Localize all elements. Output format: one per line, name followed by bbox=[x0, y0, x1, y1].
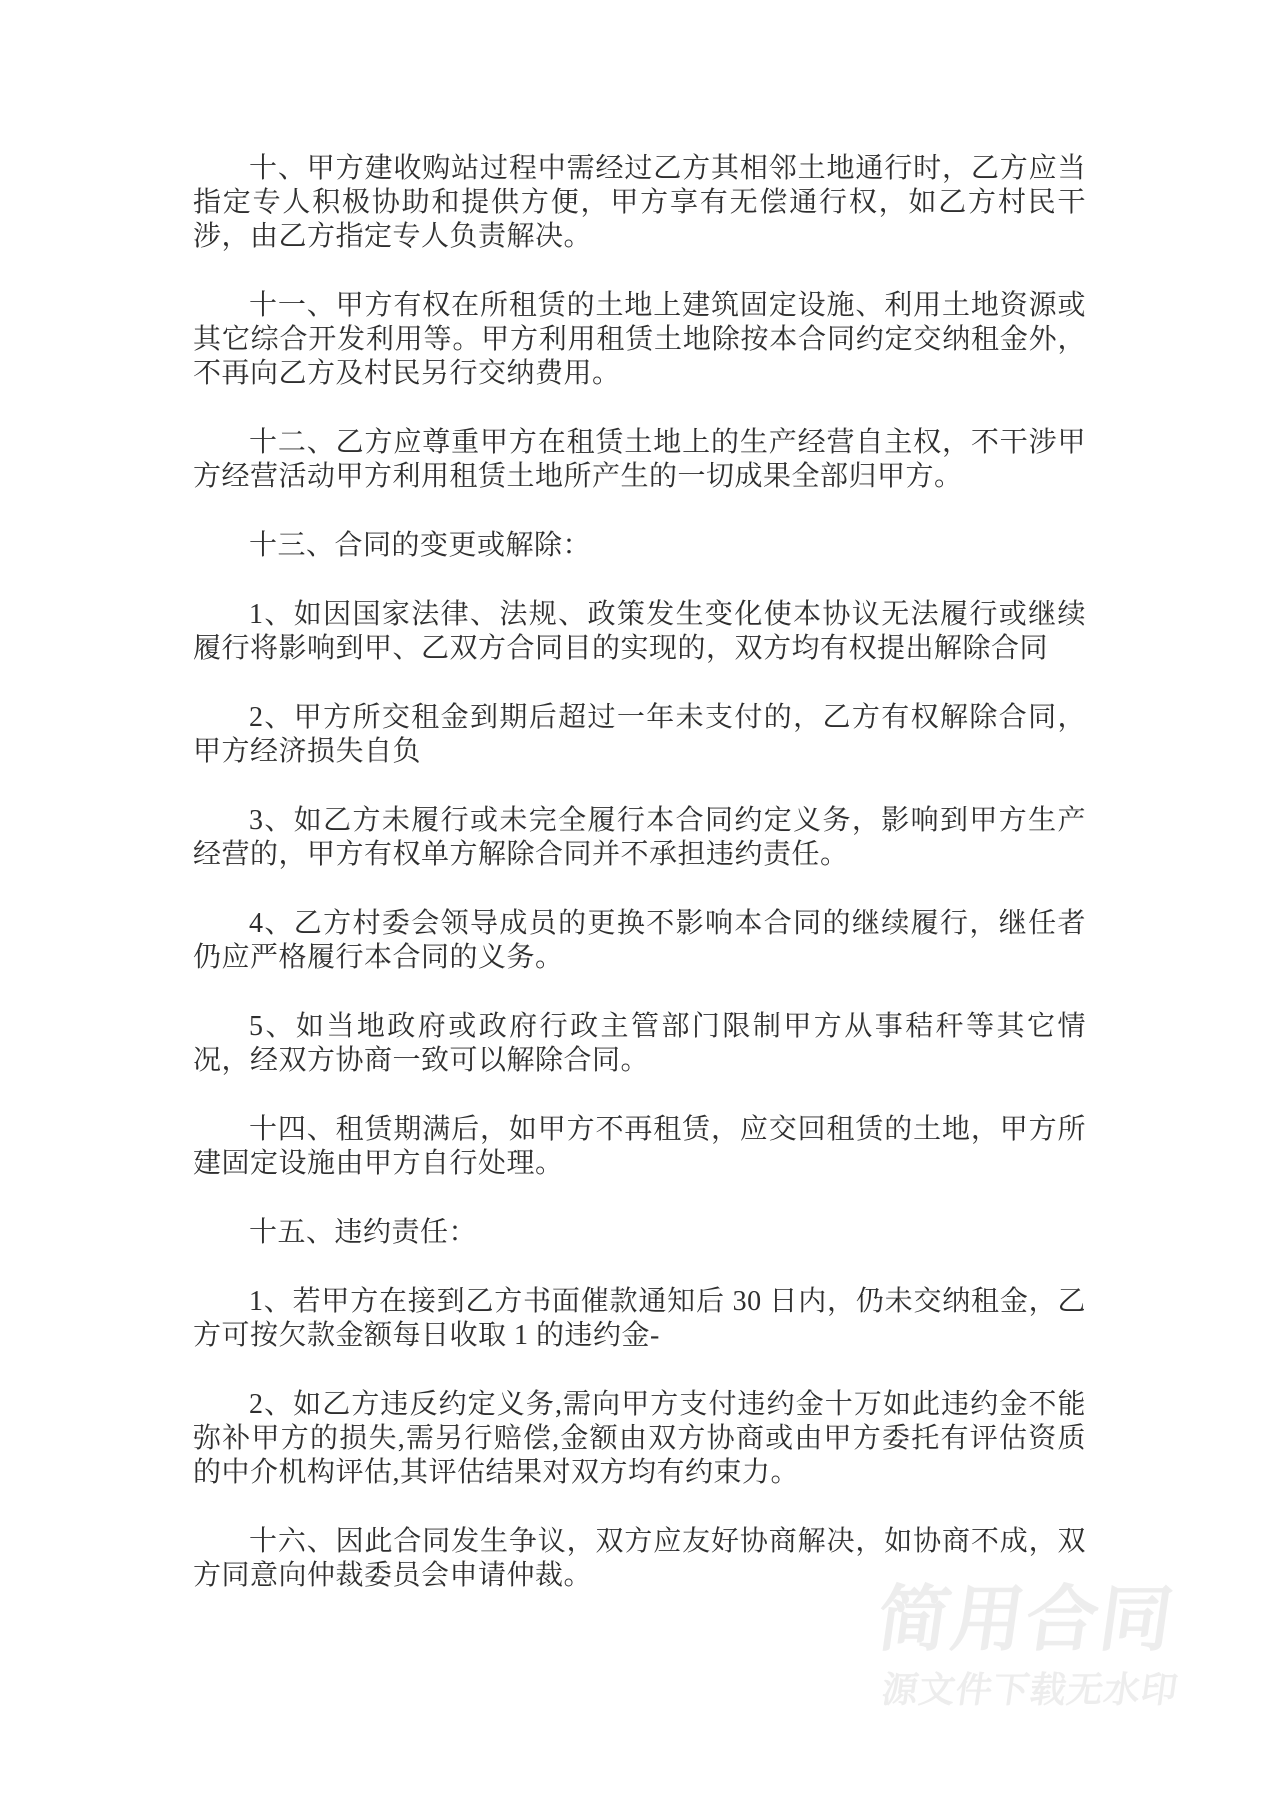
contract-paragraph: 3、如乙方未履行或未完全履行本合同约定义务，影响到甲方生产经营的，甲方有权单方解除合同并不承担违约责任。 bbox=[193, 805, 1086, 870]
contract-paragraph: 4、乙方村委会领导成员的更换不影响本合同的继续履行，继任者仍应严格履行本合同的义务。 bbox=[193, 908, 1086, 973]
contract-paragraph: 十六、因此合同发生争议，双方应友好协商解决，如协商不成，双方同意向仲裁委员会申请仲裁。 bbox=[193, 1526, 1086, 1591]
contract-paragraph: 十一、甲方有权在所租赁的土地上建筑固定设施、利用土地资源或其它综合开发利用等。甲方利用租赁土地除按本合同约定交纳租金外，不再向乙方及村民另行交纳费用。 bbox=[193, 290, 1086, 389]
contract-paragraph: 十五、违约责任： bbox=[249, 1217, 478, 1248]
contract-paragraph: 十、甲方建收购站过程中需经过乙方其相邻土地通行时，乙方应当指定专人积极协助和提供方便，甲方享有无偿通行权，如乙方村民干涉，由乙方指定专人负责解决。 bbox=[193, 153, 1086, 252]
watermark-title: 简用合同 bbox=[872, 1580, 1180, 1660]
contract-body bbox=[193, 152, 1086, 1628]
contract-paragraph: 十二、乙方应尊重甲方在租赁土地上的生产经营自主权，不干涉甲方经营活动甲方利用租赁土地所产生的一切成果全部归甲方。 bbox=[193, 427, 1086, 492]
contract-paragraph: 十四、租赁期满后，如甲方不再租赁，应交回租赁的土地，甲方所建固定设施由甲方自行处理。 bbox=[193, 1114, 1086, 1179]
contract-paragraph: 2、如乙方违反约定义务,需向甲方支付违约金十万如此违约金不能弥补甲方的损失,需另行赔偿,金额由双方协商或由甲方委托有评估资质的中介机构评估,其评估结果对双方均有约束力。 bbox=[193, 1389, 1086, 1488]
watermark-subtitle: 源文件下载无水印 bbox=[879, 1669, 1181, 1710]
contract-paragraph: 5、如当地政府或政府行政主管部门限制甲方从事秸秆等其它情况，经双方协商一致可以解除合同。 bbox=[193, 1011, 1086, 1076]
contract-paragraph: 1、若甲方在接到乙方书面催款通知后 30 日内，仍未交纳租金，乙方可按欠款金额每日收取 1 的违约金- bbox=[193, 1286, 1086, 1351]
contract-paragraph: 1、如因国家法律、法规、政策发生变化使本协议无法履行或继续履行将影响到甲、乙双方合同目的实现的，双方均有权提出解除合同 bbox=[193, 599, 1086, 664]
contract-paragraph: 十三、合同的变更或解除： bbox=[249, 530, 592, 561]
contract-paragraph: 2、甲方所交租金到期后超过一年未支付的，乙方有权解除合同，甲方经济损失自负 bbox=[193, 702, 1086, 767]
